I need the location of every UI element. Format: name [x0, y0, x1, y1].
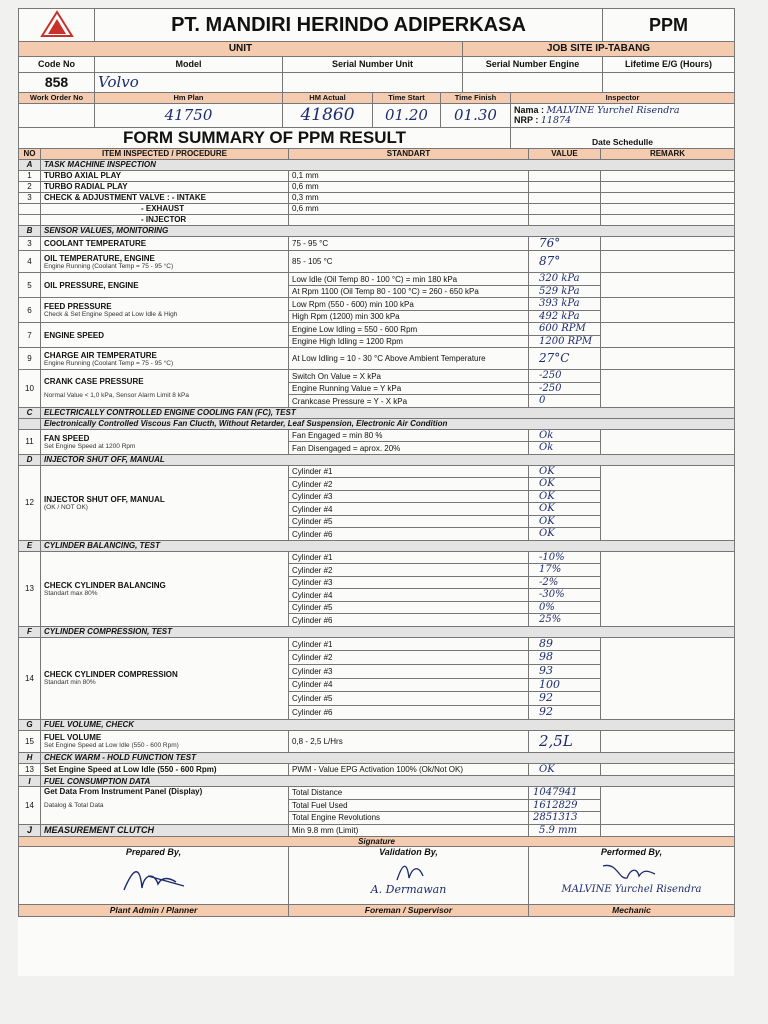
company-name: PT. MANDIRI HERINDO ADIPERKASA	[95, 9, 603, 42]
cylinder-label: Cylinder #4	[289, 589, 529, 602]
row-value: 76°	[529, 236, 601, 251]
role-supervisor: Foreman / Supervisor	[289, 905, 529, 917]
section-subtitle: Electronically Controlled Viscous Fan Clucth, Without Retarder, Leaf Suspension, Electronic Air Condition	[41, 418, 735, 429]
row-item	[41, 551, 289, 626]
row-value: 0	[529, 395, 601, 408]
section-letter: E	[19, 540, 41, 551]
cylinder-label: Cylinder #6	[289, 528, 529, 541]
col-hm-actual: HM Actual	[283, 93, 373, 104]
row-value: 25%	[529, 614, 601, 627]
role-planner: Plant Admin / Planner	[19, 905, 289, 917]
row-remark	[601, 429, 735, 454]
date-schedule-label: Date Schedulle	[511, 128, 735, 149]
sn-unit-value	[283, 73, 463, 93]
row-remark	[601, 214, 735, 225]
row-value: -250	[529, 370, 601, 383]
row-standart: 0,1 mm	[289, 170, 529, 181]
row-value: 2,5L	[529, 730, 601, 752]
validation-by-label: Validation By,	[379, 847, 438, 858]
row-value: OK	[529, 465, 601, 478]
cylinder-label: Cylinder #4	[289, 678, 529, 692]
section-letter: B	[19, 225, 41, 236]
row-item-title: CHARGE AIR TEMPERATURE	[44, 350, 157, 360]
section-letter: D	[19, 454, 41, 465]
row-item	[41, 298, 289, 323]
row-remark	[601, 787, 735, 825]
row-item-title: FUEL VOLUME	[44, 732, 102, 742]
row-item: OIL PRESSURE, ENGINE	[41, 273, 289, 298]
section-letter: I	[19, 776, 41, 787]
row-remark	[601, 192, 735, 203]
row-value: 393 kPa	[529, 298, 601, 311]
row-value: -10%	[529, 551, 601, 564]
row-item: CHECK & ADJUSTMENT VALVE : - INTAKE	[41, 192, 289, 203]
row-no	[19, 214, 41, 225]
row-no: 5	[19, 273, 41, 298]
row-value: OK	[529, 503, 601, 516]
row-value: Ok	[529, 442, 601, 455]
row-item-title: OIL TEMPERATURE, ENGINE	[44, 253, 155, 263]
row-no: 1	[19, 170, 41, 181]
row-item: Set Engine Speed at Low Idle (550 - 600 Rpm)	[41, 763, 289, 776]
cylinder-label: Cylinder #2	[289, 478, 529, 491]
section-title: INJECTOR SHUT OFF, MANUAL	[41, 454, 735, 465]
row-remark	[601, 730, 735, 752]
form-title: FORM SUMMARY OF PPM RESULT	[19, 128, 511, 149]
row-value: 27°C	[529, 348, 601, 370]
table-row	[19, 465, 735, 478]
col-lifetime: Lifetime E/G (Hours)	[603, 57, 735, 73]
row-value: 0%	[529, 601, 601, 614]
col-remark: REMARK	[601, 148, 735, 159]
row-item-sub: Standart min 80%	[44, 679, 96, 687]
row-item-title: CHECK CYLINDER BALANCING	[44, 580, 166, 590]
row-standart: Low Rpm (550 - 600) min 100 kPa	[289, 298, 529, 311]
performed-by-label: Performed By,	[600, 847, 663, 858]
table-row	[19, 824, 735, 837]
code-no-value: 858	[19, 73, 95, 93]
row-item-sub: Check & Set Engine Speed at Low Idle & High	[44, 311, 178, 319]
triangle-logo-icon	[40, 10, 74, 38]
cylinder-label: Cylinder #4	[289, 503, 529, 516]
row-remark	[601, 236, 735, 251]
performed-by-cell	[529, 847, 735, 905]
table-row	[19, 763, 735, 776]
row-remark	[601, 370, 735, 408]
doc-type: PPM	[603, 9, 735, 42]
row-no: 10	[19, 370, 41, 408]
section-letter: C	[19, 407, 41, 418]
table-row	[19, 170, 735, 181]
row-item	[41, 370, 289, 408]
row-standart: 75 - 95 °C	[289, 236, 529, 251]
signature-table	[18, 836, 735, 917]
row-value: Ok	[529, 429, 601, 442]
row-item-title: FEED PRESSURE	[44, 302, 112, 312]
row-value: -250	[529, 382, 601, 395]
inspector-cell	[511, 104, 735, 128]
cylinder-label: Cylinder #2	[289, 651, 529, 665]
ppm-form-sheet	[18, 8, 734, 976]
row-item-sub: (OK / NOT OK)	[44, 503, 88, 511]
col-sn-engine: Serial Number Engine	[463, 57, 603, 73]
row-item: ENGINE SPEED	[41, 323, 289, 348]
row-standart: Engine Running Value = Y kPa	[289, 382, 529, 395]
col-item: ITEM INSPECTED / PROCEDURE	[41, 148, 289, 159]
row-remark	[601, 465, 735, 540]
row-remark	[601, 824, 735, 837]
row-value: 92	[529, 692, 601, 706]
row-value: 93	[529, 665, 601, 679]
section-title: CYLINDER BALANCING, TEST	[41, 540, 735, 551]
row-value: 98	[529, 651, 601, 665]
row-no: 6	[19, 298, 41, 323]
row-no: 14	[19, 787, 41, 825]
row-item	[41, 348, 289, 370]
row-value: 1612829	[529, 799, 601, 812]
row-value: 1047941	[529, 787, 601, 800]
role-mechanic: Mechanic	[529, 905, 735, 917]
row-remark	[601, 763, 735, 776]
header-table	[18, 8, 735, 93]
section-title: ELECTRICALLY CONTROLLED ENGINE COOLING FAN (FC), TEST	[41, 407, 735, 418]
col-value: VALUE	[529, 148, 601, 159]
row-value: 492 kPa	[529, 310, 601, 323]
row-remark	[601, 203, 735, 214]
planner-signature-icon	[114, 864, 194, 894]
row-no: 3	[19, 192, 41, 203]
section-letter: F	[19, 626, 41, 637]
row-item	[41, 429, 289, 454]
row-value: 5.9 mm	[529, 824, 601, 837]
row-standart: PWM - Value EPG Activation 100% (Ok/Not OK)	[289, 763, 529, 776]
nrp-value: 11874	[540, 114, 572, 126]
mechanic-signature-icon	[597, 860, 667, 882]
row-value: 320 kPa	[529, 273, 601, 286]
prepared-by-label: Prepared By,	[125, 847, 182, 858]
row-no: 13	[19, 763, 41, 776]
row-standart: Fan Disengaged = aprox. 20%	[289, 442, 529, 455]
row-item-sub: Set Engine Speed at 1200 Rpm	[44, 442, 136, 450]
performer-name: MALVINE Yurchel Risendra	[561, 884, 702, 896]
section-letter: J	[19, 824, 41, 837]
row-standart: Crankcase Pressure = Y - X kPa	[289, 395, 529, 408]
row-no: 2	[19, 181, 41, 192]
row-item	[41, 730, 289, 752]
table-row	[19, 429, 735, 442]
row-no: 9	[19, 348, 41, 370]
table-row	[19, 214, 735, 225]
row-standart: 0,6 mm	[289, 181, 529, 192]
col-inspector: Inspector	[511, 93, 735, 104]
col-code-no: Code No	[19, 57, 95, 73]
row-no: 7	[19, 323, 41, 348]
row-value: OK	[529, 515, 601, 528]
row-item: - INJECTOR	[41, 214, 289, 225]
row-standart: Total Engine Revolutions	[289, 812, 529, 825]
col-no: NO	[19, 148, 41, 159]
row-value: OK	[529, 490, 601, 503]
cylinder-label: Cylinder #5	[289, 515, 529, 528]
cylinder-label: Cylinder #1	[289, 465, 529, 478]
col-time-start: Time Start	[373, 93, 441, 104]
hm-plan-value: 41750	[95, 104, 283, 128]
row-item-title: Get Data From Instrument Panel (Display)	[44, 787, 203, 797]
row-standart: At Low Idling = 10 - 30 °C Above Ambient Temperature	[289, 348, 529, 370]
row-remark	[601, 348, 735, 370]
row-no: 11	[19, 429, 41, 454]
cylinder-label: Cylinder #1	[289, 637, 529, 651]
row-no: 3	[19, 236, 41, 251]
col-standart: STANDART	[289, 148, 529, 159]
table-row	[19, 637, 735, 651]
row-no: 12	[19, 465, 41, 540]
row-item	[41, 465, 289, 540]
row-remark	[601, 181, 735, 192]
row-no: 13	[19, 551, 41, 626]
row-item-sub: Engine Running (Coolant Temp = 75 - 95 °C)	[44, 359, 174, 367]
sn-engine-value	[463, 73, 603, 93]
row-standart: Min 9.8 mm (Limit)	[289, 824, 529, 837]
lifetime-value	[603, 73, 735, 93]
row-standart: 0,6 mm	[289, 203, 529, 214]
row-remark	[601, 551, 735, 626]
row-value: OK	[529, 478, 601, 491]
row-standart: Low Idle (Oil Temp 80 - 100 °C) = min 180 kPa	[289, 273, 529, 286]
row-standart: Engine Low Idling = 550 - 600 Rpm	[289, 323, 529, 336]
row-remark	[601, 298, 735, 323]
row-item	[41, 787, 289, 825]
signature-label: Signature	[19, 837, 735, 847]
time-finish-value: 01.30	[441, 104, 511, 128]
row-value: OK	[529, 528, 601, 541]
inspection-table	[18, 148, 735, 838]
row-item-title: FAN SPEED	[44, 433, 90, 443]
row-value: 100	[529, 678, 601, 692]
row-remark	[601, 170, 735, 181]
cylinder-label: Cylinder #5	[289, 601, 529, 614]
table-row	[19, 787, 735, 800]
prepared-by-cell	[19, 847, 289, 905]
table-row	[19, 730, 735, 752]
table-row	[19, 251, 735, 273]
cylinder-label: Cylinder #6	[289, 706, 529, 720]
col-model: Model	[95, 57, 283, 73]
row-value: 89	[529, 637, 601, 651]
table-row	[19, 192, 735, 203]
inspector-name-label: Nama :	[514, 104, 545, 115]
company-logo	[19, 9, 95, 42]
validation-by-cell	[289, 847, 529, 905]
table-row	[19, 273, 735, 286]
row-standart: High Rpm (1200) min 300 kPa	[289, 310, 529, 323]
work-order-value	[19, 104, 95, 128]
cylinder-label: Cylinder #6	[289, 614, 529, 627]
section-title: CHECK WARM - HOLD FUNCTION TEST	[41, 752, 735, 763]
row-value: 92	[529, 706, 601, 720]
cylinder-label: Cylinder #1	[289, 551, 529, 564]
row-item-sub: Set Engine Speed at Low Idle (550 - 600 Rpm)	[44, 742, 179, 750]
cylinder-label: Cylinder #3	[289, 665, 529, 679]
row-value: 1200 RPM	[529, 335, 601, 348]
row-no	[19, 203, 41, 214]
row-value: -2%	[529, 576, 601, 589]
section-letter	[19, 418, 41, 429]
work-order-table	[18, 92, 735, 128]
row-no: 15	[19, 730, 41, 752]
inspector-name: MALVINE Yurchel Risendra	[546, 104, 680, 116]
cylinder-label: Cylinder #3	[289, 490, 529, 503]
row-value	[529, 181, 601, 192]
row-remark	[601, 323, 735, 348]
row-item: - EXHAUST	[41, 203, 289, 214]
row-value: 529 kPa	[529, 285, 601, 298]
section-title: TASK MACHINE INSPECTION	[41, 159, 735, 170]
row-standart: Switch On Value = X kPa	[289, 370, 529, 383]
cylinder-label: Cylinder #2	[289, 564, 529, 577]
row-value	[529, 192, 601, 203]
section-letter: H	[19, 752, 41, 763]
row-item: TURBO RADIAL PLAY	[41, 181, 289, 192]
row-item-sub: Engine Running (Coolant Temp = 75 - 95 °C)	[44, 262, 174, 270]
col-hm-plan: Hm Plan	[95, 93, 283, 104]
row-item	[41, 637, 289, 719]
cylinder-label: Cylinder #3	[289, 576, 529, 589]
table-row	[19, 236, 735, 251]
table-row	[19, 181, 735, 192]
row-item-sub: Datalog & Total Data	[44, 802, 104, 810]
table-row	[19, 323, 735, 336]
row-standart: 0,3 mm	[289, 192, 529, 203]
row-item-title: CHECK CYLINDER COMPRESSION	[44, 669, 178, 679]
section-letter: G	[19, 719, 41, 730]
validator-name: A. Dermawan	[370, 883, 447, 897]
row-item-title: CRANK CASE PRESSURE	[44, 377, 144, 387]
row-item-title: INJECTOR SHUT OFF, MANUAL	[44, 494, 165, 504]
row-standart: At Rpm 1100 (Oil Temp 80 - 100 °C) = 260 - 650 kPa	[289, 285, 529, 298]
table-row	[19, 203, 735, 214]
section-title: FUEL VOLUME, CHECK	[41, 719, 735, 730]
row-value: -30%	[529, 589, 601, 602]
row-remark	[601, 637, 735, 719]
section-title: CYLINDER COMPRESSION, TEST	[41, 626, 735, 637]
unit-label: UNIT	[19, 42, 463, 57]
row-value: 2851313	[529, 812, 601, 825]
table-row	[19, 348, 735, 370]
row-item-sub: Normal Value < 1,0 kPa, Sensor Alarm Limit 8 kPa	[44, 392, 189, 400]
section-letter: A	[19, 159, 41, 170]
row-value	[529, 170, 601, 181]
col-time-finish: Time Finish	[441, 93, 511, 104]
form-title-table	[18, 127, 735, 149]
row-value: OK	[529, 763, 601, 776]
col-work-order: Work Order No	[19, 93, 95, 104]
row-standart: Total Distance	[289, 787, 529, 800]
section-title: MEASUREMENT CLUTCH	[41, 824, 289, 837]
col-sn-unit: Serial Number Unit	[283, 57, 463, 73]
row-standart: Engine High Idling = 1200 Rpm	[289, 335, 529, 348]
nrp-label: NRP :	[514, 114, 539, 125]
row-standart: Fan Engaged = min 80 %	[289, 429, 529, 442]
cylinder-label: Cylinder #5	[289, 692, 529, 706]
row-standart: 0,8 - 2,5 L/Hrs	[289, 730, 529, 752]
row-no: 4	[19, 251, 41, 273]
row-value: 600 RPM	[529, 323, 601, 336]
section-title: FUEL CONSUMPTION DATA	[41, 776, 735, 787]
section-title: SENSOR VALUES, MONITORING	[41, 225, 735, 236]
job-site: JOB SITE IP-TABANG	[463, 42, 735, 57]
table-row	[19, 298, 735, 311]
row-item: COOLANT TEMPERATURE	[41, 236, 289, 251]
time-start-value: 01.20	[373, 104, 441, 128]
row-value: 17%	[529, 564, 601, 577]
row-remark	[601, 251, 735, 273]
row-item: TURBO AXIAL PLAY	[41, 170, 289, 181]
model-value: Volvo	[95, 73, 283, 93]
row-remark	[601, 273, 735, 298]
row-value	[529, 203, 601, 214]
table-row	[19, 370, 735, 383]
supervisor-signature-icon	[389, 860, 429, 882]
row-standart: Total Fuel Used	[289, 799, 529, 812]
row-no: 14	[19, 637, 41, 719]
table-row	[19, 551, 735, 564]
row-item	[41, 251, 289, 273]
row-item-sub: Standart max 80%	[44, 589, 98, 597]
row-value: 87°	[529, 251, 601, 273]
hm-actual-value: 41860	[283, 104, 373, 128]
row-standart: 85 - 105 °C	[289, 251, 529, 273]
row-value	[529, 214, 601, 225]
row-standart	[289, 214, 529, 225]
